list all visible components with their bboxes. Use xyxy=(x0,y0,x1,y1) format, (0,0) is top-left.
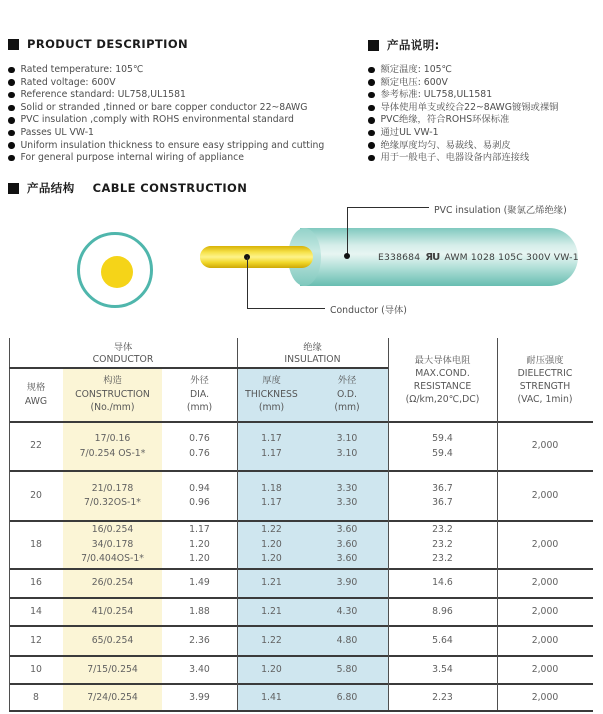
pvc-insulation-label: PVC insulation (聚氯乙烯绝缘) xyxy=(434,205,567,216)
cell-resistance xyxy=(388,423,497,470)
list-item xyxy=(368,103,558,113)
cell-dielectric xyxy=(497,599,593,625)
ul-recognized-mark-icon: ЯU xyxy=(425,252,440,263)
black-square-icon xyxy=(8,183,19,194)
value: 3.54 xyxy=(432,663,453,675)
cable-cross-section xyxy=(77,232,153,308)
value: 1.18 xyxy=(261,482,282,494)
product-description-list xyxy=(8,65,324,163)
cable-construction-header xyxy=(8,180,247,196)
bullet-icon xyxy=(8,130,15,137)
cell-dia xyxy=(162,472,237,520)
conductor-core-icon xyxy=(101,256,133,288)
col-label-unit: (mm) xyxy=(186,402,213,414)
bullet-icon xyxy=(368,92,375,99)
col-label-en: DIA. xyxy=(189,388,210,400)
black-square-icon xyxy=(8,39,19,50)
cell-construction xyxy=(63,472,162,520)
value: 23.2 xyxy=(432,538,453,550)
conductor-leader-vline xyxy=(247,257,248,308)
value: 16/0.254 xyxy=(91,524,134,536)
value: 34/0.178 xyxy=(91,538,134,550)
value: 7/0.404OS-1* xyxy=(81,553,144,565)
col-header-thickness xyxy=(237,368,306,421)
cell-resistance xyxy=(388,570,497,597)
list-item-text: For general purpose internal wiring of appliance xyxy=(20,152,244,164)
value: 7/15/0.254 xyxy=(87,663,138,675)
list-item-text: 通过UL VW-1 xyxy=(380,126,439,138)
cell-od xyxy=(306,599,388,625)
value: 3.30 xyxy=(336,482,358,494)
cell-thickness xyxy=(237,423,306,470)
cell-thickness xyxy=(237,685,306,712)
value: 3.30 xyxy=(336,497,358,508)
value: 26/0.254 xyxy=(91,577,134,589)
value: 65/0.254 xyxy=(91,634,134,646)
value: 2,000 xyxy=(531,605,559,617)
bullet-icon xyxy=(8,79,15,86)
cell-thickness xyxy=(237,570,306,597)
value: 0.76 xyxy=(189,433,210,444)
cell-resistance xyxy=(388,599,497,625)
cell-dia xyxy=(162,570,237,597)
value: 23.2 xyxy=(432,524,453,536)
cell-awg xyxy=(9,472,63,520)
value: 18 xyxy=(30,538,42,550)
table-body xyxy=(9,421,593,712)
list-item-text: Passes UL VW-1 xyxy=(20,126,94,138)
conductor-leader-hline xyxy=(247,308,325,309)
list-item xyxy=(8,128,324,138)
spec-table xyxy=(9,338,593,712)
product-description-cn-header xyxy=(368,37,440,53)
value: 5.64 xyxy=(432,634,453,646)
cell-thickness xyxy=(237,627,306,655)
cell-dia xyxy=(162,599,237,625)
value: 1.21 xyxy=(261,605,282,617)
bullet-icon xyxy=(8,155,15,162)
col-header-construction xyxy=(63,368,162,421)
list-item xyxy=(368,65,558,75)
list-item xyxy=(368,141,558,151)
col-label-unit: (No./mm) xyxy=(90,402,135,414)
value: 1.20 xyxy=(189,553,210,565)
value: 1.41 xyxy=(261,692,282,704)
cell-dielectric xyxy=(497,627,593,655)
group-label-cn: 绝缘 xyxy=(303,342,322,353)
value: 3.10 xyxy=(336,447,358,459)
pvc-leader-vline xyxy=(347,207,348,257)
list-item xyxy=(368,78,558,88)
cell-thickness xyxy=(237,522,306,568)
value: 1.20 xyxy=(261,553,282,565)
value: 7/0.32OS-1* xyxy=(84,497,141,508)
col-header-dia xyxy=(162,368,237,421)
cell-dielectric xyxy=(497,570,593,597)
cell-awg xyxy=(9,599,63,625)
list-item xyxy=(368,90,558,100)
list-item xyxy=(368,153,558,163)
col-label-en: STRENGTH xyxy=(519,380,571,392)
cell-construction xyxy=(63,685,162,712)
list-item-text: Rated temperature: 105℃ xyxy=(20,64,144,75)
cell-od xyxy=(306,522,388,568)
group-label-cn: 导体 xyxy=(113,342,133,353)
value: 5.80 xyxy=(336,663,358,675)
value: 1.17 xyxy=(261,433,282,444)
table-border-bottom xyxy=(9,710,593,712)
table-row xyxy=(9,568,593,597)
value: 7/0.254 OS-1* xyxy=(79,447,146,459)
col-label-unit: (mm) xyxy=(258,402,285,414)
value: 10 xyxy=(30,663,42,675)
cable-diagram xyxy=(0,195,603,335)
table-row xyxy=(9,683,593,712)
list-item xyxy=(368,115,558,125)
value: 59.4 xyxy=(432,447,453,459)
bullet-icon xyxy=(8,117,15,124)
value: 8.96 xyxy=(432,605,453,617)
cell-resistance xyxy=(388,522,497,568)
list-item xyxy=(8,78,324,88)
cell-resistance xyxy=(388,627,497,655)
col-label-en: THICKNESS xyxy=(245,388,298,400)
col-label-unit: (VAC, 1min) xyxy=(517,393,573,405)
insulation-group-header xyxy=(237,340,388,368)
cable-construction-title-cn: 产品结构 xyxy=(27,181,75,195)
cell-od xyxy=(306,627,388,655)
value: 41/0.254 xyxy=(91,605,134,617)
col-label-en: CONSTRUCTION xyxy=(75,388,150,400)
value: 36.7 xyxy=(432,497,453,508)
bullet-icon xyxy=(368,105,375,112)
list-item-text: Reference standard: UL758,UL1581 xyxy=(20,89,186,101)
value: 2.36 xyxy=(189,634,210,646)
ul-file-number: E338684 xyxy=(378,252,421,263)
value: 8 xyxy=(33,692,39,704)
col-label-cn: 厚度 xyxy=(262,375,281,387)
value: 4.80 xyxy=(336,634,358,646)
value: 0.96 xyxy=(189,497,210,508)
value: 14.6 xyxy=(432,577,453,589)
table-row xyxy=(9,597,593,625)
list-item-text: 导体使用单支或绞合22~8AWG镀锡或裸铜 xyxy=(380,101,559,113)
conductor-group-header xyxy=(9,340,237,368)
group-label-en: INSULATION xyxy=(284,354,341,365)
cell-dia xyxy=(162,657,237,683)
value: 1.49 xyxy=(189,577,210,589)
col-label-cn: 最大导体电阻 xyxy=(414,354,471,366)
value: 3.60 xyxy=(336,524,358,536)
pvc-leader-hline xyxy=(347,207,429,208)
cell-resistance xyxy=(388,657,497,683)
value: 1.22 xyxy=(261,524,282,536)
value: 17/0.16 xyxy=(94,433,131,444)
list-item-text: Uniform insulation thickness to ensure easy stripping and cutting xyxy=(20,139,325,151)
cell-awg xyxy=(9,627,63,655)
col-header-dielectric xyxy=(497,338,593,421)
value: 59.4 xyxy=(432,433,453,444)
cell-awg xyxy=(9,685,63,712)
value: 3.60 xyxy=(336,553,358,565)
table-row xyxy=(9,655,593,683)
col-header-od xyxy=(306,368,388,421)
table-row xyxy=(9,520,593,568)
list-item-text: Rated voltage: 600V xyxy=(20,76,116,88)
value: 7/24/0.254 xyxy=(87,692,138,704)
list-item-text: Solid or stranded ,tinned or bare copper conductor 22~8AWG xyxy=(20,101,308,113)
value: 2,000 xyxy=(531,577,559,589)
value: 1.17 xyxy=(261,497,282,508)
cell-od xyxy=(306,657,388,683)
cell-dielectric xyxy=(497,472,593,520)
value: 1.17 xyxy=(189,524,210,536)
table-row xyxy=(9,421,593,470)
cell-dia xyxy=(162,627,237,655)
bullet-icon xyxy=(368,130,375,137)
table-border-left xyxy=(9,338,10,712)
cell-od xyxy=(306,423,388,470)
value: 2,000 xyxy=(531,692,559,704)
value: 1.20 xyxy=(261,663,282,675)
value: 2,000 xyxy=(531,538,559,550)
cable-print-text xyxy=(378,252,579,263)
product-description-cn-title: 产品说明: xyxy=(387,38,440,52)
cell-thickness xyxy=(237,472,306,520)
bullet-icon xyxy=(8,105,15,112)
bullet-icon xyxy=(8,67,15,74)
cell-awg xyxy=(9,423,63,470)
value: 1.20 xyxy=(189,538,210,550)
value: 6.80 xyxy=(336,692,358,704)
cell-od xyxy=(306,685,388,712)
value: 2,000 xyxy=(531,663,559,675)
table-divider-3 xyxy=(497,338,498,712)
list-item xyxy=(368,128,558,138)
list-item xyxy=(8,153,324,163)
list-item-text: 绝缘厚度均匀、易裁线、易剥皮 xyxy=(380,139,511,151)
bullet-icon xyxy=(368,67,375,74)
value: 3.10 xyxy=(336,433,358,444)
bullet-icon xyxy=(368,79,375,86)
cell-construction xyxy=(63,522,162,568)
bullet-icon xyxy=(368,117,375,124)
product-description-cn-list xyxy=(368,65,558,163)
table-row xyxy=(9,470,593,520)
value: 0.76 xyxy=(189,447,210,459)
value: 2,000 xyxy=(531,489,559,501)
bullet-icon xyxy=(368,155,375,162)
list-item xyxy=(8,103,324,113)
conductor-rod-front xyxy=(200,246,313,268)
value: 3.99 xyxy=(189,692,210,704)
col-label-cn: 外径 xyxy=(337,375,357,387)
pvc-leader-dot xyxy=(344,253,350,259)
cell-resistance xyxy=(388,685,497,712)
col-header-resistance xyxy=(388,338,497,421)
value: 0.94 xyxy=(189,482,210,494)
list-item xyxy=(8,90,324,100)
cell-dia xyxy=(162,685,237,712)
value: 1.88 xyxy=(189,605,210,617)
list-item xyxy=(8,65,324,75)
value: 1.22 xyxy=(261,634,282,646)
value: 23.2 xyxy=(432,553,453,565)
table-divider-1 xyxy=(237,338,238,712)
cell-dielectric xyxy=(497,685,593,712)
list-item-text: 参考标准: UL758,UL1581 xyxy=(380,89,493,101)
conductor-label: Conductor (导体) xyxy=(330,305,407,316)
value: 3.60 xyxy=(336,538,358,550)
cell-dielectric xyxy=(497,657,593,683)
value: 1.21 xyxy=(261,577,282,589)
col-header-awg xyxy=(9,368,63,421)
black-square-icon xyxy=(368,40,379,51)
col-label-cn: 耐压强度 xyxy=(526,354,564,366)
list-item-text: 用于一般电子、电器设备内部连接线 xyxy=(380,152,530,164)
col-label-en: RESISTANCE xyxy=(413,380,472,392)
cell-construction xyxy=(63,599,162,625)
cable-construction-title-en: CABLE CONSTRUCTION xyxy=(92,181,248,195)
list-item-text: 额定电压: 600V xyxy=(380,76,448,88)
col-label-en: AWG xyxy=(24,395,48,407)
cell-awg xyxy=(9,657,63,683)
table-header xyxy=(9,338,593,421)
value: 14 xyxy=(30,605,42,617)
list-item-text: PVC insulation ,comply with ROHS environmental standard xyxy=(20,114,294,126)
cell-construction xyxy=(63,657,162,683)
cell-thickness xyxy=(237,657,306,683)
value: 16 xyxy=(30,577,42,589)
col-label-en: MAX.COND. xyxy=(415,367,470,379)
product-description-header xyxy=(8,37,188,51)
cell-dia xyxy=(162,423,237,470)
col-label-en: O.D. xyxy=(336,388,357,400)
table-divider-2 xyxy=(388,338,389,712)
column-header-row xyxy=(9,368,388,421)
table-row xyxy=(9,625,593,655)
cell-dielectric xyxy=(497,522,593,568)
cell-awg xyxy=(9,570,63,597)
value: 3.90 xyxy=(336,577,358,589)
value: 4.30 xyxy=(336,605,358,617)
value: 2.23 xyxy=(432,692,453,704)
bullet-icon xyxy=(8,92,15,99)
list-item-text: PVC绝缘，符合ROHS环保标准 xyxy=(380,114,510,126)
value: 3.40 xyxy=(189,663,210,675)
value: 21/0.178 xyxy=(91,482,134,494)
list-item-text: 额定温度: 105℃ xyxy=(380,64,452,75)
value: 22 xyxy=(30,440,42,452)
col-label-cn: 外径 xyxy=(190,375,209,387)
value: 12 xyxy=(30,634,42,646)
bullet-icon xyxy=(8,142,15,149)
cell-resistance xyxy=(388,472,497,520)
value: 2,000 xyxy=(531,440,559,452)
col-label-cn: 构造 xyxy=(103,375,122,387)
cell-construction xyxy=(63,570,162,597)
cable-spec-text: AWM 1028 105C 300V VW-1 xyxy=(444,252,579,263)
value: 36.7 xyxy=(432,482,453,494)
col-label-unit: (Ω/km,20℃,DC) xyxy=(405,393,480,405)
list-item xyxy=(8,115,324,125)
product-description-title: PRODUCT DESCRIPTION xyxy=(27,37,189,51)
bullet-icon xyxy=(368,142,375,149)
cell-construction xyxy=(63,627,162,655)
cell-thickness xyxy=(237,599,306,625)
value: 2,000 xyxy=(531,634,559,646)
cell-construction xyxy=(63,423,162,470)
cell-dielectric xyxy=(497,423,593,470)
cell-od xyxy=(306,570,388,597)
col-label-cn: 规格 xyxy=(26,382,46,393)
col-label-unit: (mm) xyxy=(334,402,360,414)
cell-awg xyxy=(9,522,63,568)
group-header-underline xyxy=(9,367,388,369)
col-label-en: DIELECTRIC xyxy=(517,367,573,379)
value: 20 xyxy=(30,489,42,501)
cell-od xyxy=(306,472,388,520)
group-label-en: CONDUCTOR xyxy=(92,354,154,365)
value: 1.17 xyxy=(261,447,282,459)
value: 1.20 xyxy=(261,538,282,550)
list-item xyxy=(8,141,324,151)
cell-dia xyxy=(162,522,237,568)
